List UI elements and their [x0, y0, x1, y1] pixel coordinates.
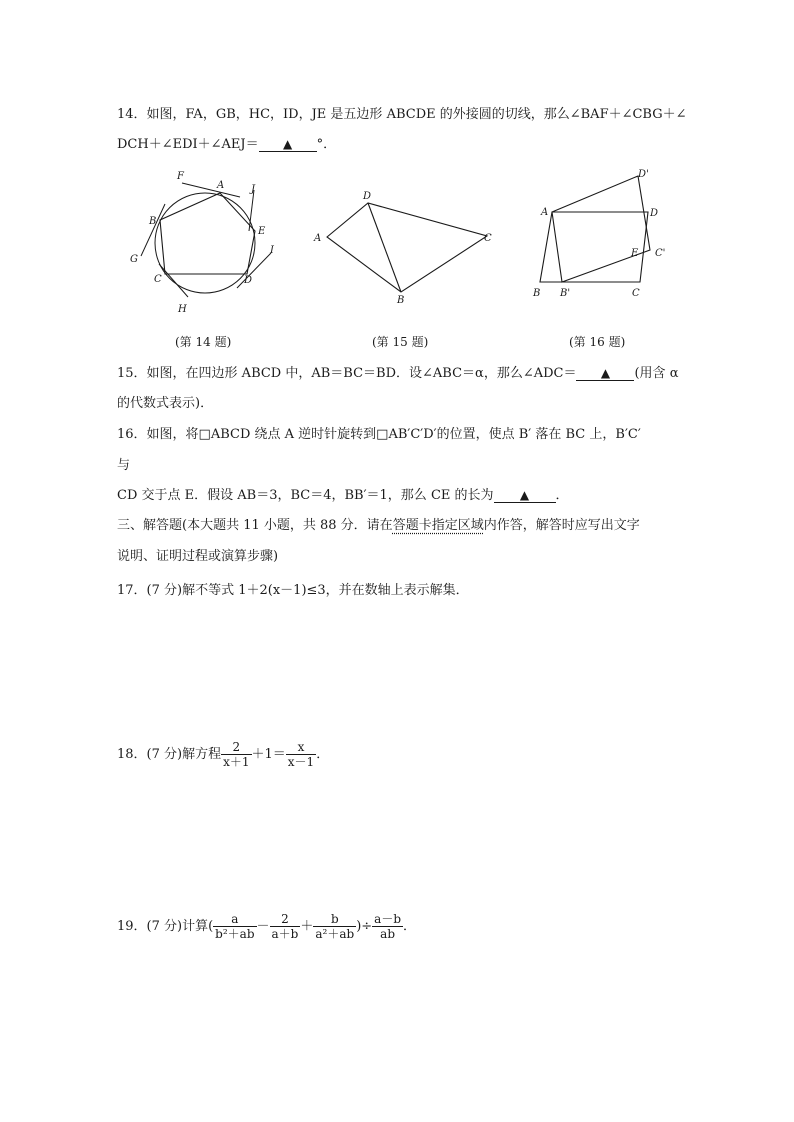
caption-fig15: (第 15 题)	[372, 335, 429, 349]
caption-fig14: (第 14 题)	[175, 335, 232, 349]
section3-line2: 说明、证明过程或演算步骤)	[117, 549, 279, 564]
q19-fraction-4	[372, 912, 403, 941]
q16-line3	[117, 487, 569, 505]
q19-frac2-denominator: a＋b	[271, 927, 299, 941]
circumcircle	[155, 193, 255, 293]
label-e: E	[631, 248, 639, 259]
label-a: A	[217, 180, 225, 191]
figure-15-svg	[310, 184, 500, 309]
q18-frac1-numerator: 2	[221, 740, 251, 755]
q16-line2: 与	[117, 458, 131, 473]
section3-line1-b: 内作答，解答时应写出文字	[483, 518, 640, 533]
q14-line2	[117, 136, 336, 154]
q16-answer-blank[interactable]: ▲	[494, 488, 556, 503]
caption-fig16: (第 16 题)	[569, 335, 626, 349]
q14-line2-suffix: °．	[316, 137, 337, 152]
q19-op1: －	[256, 919, 270, 934]
q19-fraction-2	[270, 912, 301, 941]
figure-15	[310, 184, 500, 313]
label-c-prime: C'	[655, 248, 666, 259]
label-b: B	[149, 216, 157, 227]
label-d: D	[363, 191, 372, 202]
q19-frac1-denominator: b²＋ab	[215, 927, 255, 941]
parallelogram-abcd	[540, 212, 648, 282]
q16-line1: 16．如图，将□ABCD 绕点 A 逆时针旋转到□AB′C′D′的位置，使点 B′ 落在 BC 上，B′C′	[117, 427, 641, 442]
q15-answer-blank[interactable]: ▲	[576, 366, 634, 381]
parallelogram-ab-c-d-prime	[552, 176, 650, 282]
q19-suffix: ．	[403, 919, 417, 934]
q14-line1: 14．如图，FA，GB，HC，ID，JE 是五边形 ABCDE 的外接圆的切线，那么∠BAF＋∠CBG＋∠	[117, 107, 687, 122]
q17-text: 17．(7 分)解不等式 1＋2(x－1)≤3，并在数轴上表示解集．	[117, 583, 469, 598]
q19-prefix: 19．(7 分)计算(	[117, 919, 214, 934]
q19-frac3-denominator: a²＋ab	[315, 927, 355, 941]
q18-suffix: ．	[316, 747, 330, 762]
section3-line1-a: 三、解答题(本大题共 11 小题，共 88 分．请在	[117, 518, 393, 533]
q15-line1-prefix: 15．如图，在四边形 ABCD 中，AB＝BC＝BD．设∠ABC＝α，那么∠ADC＝	[117, 366, 577, 381]
q19-frac3-numerator: b	[313, 912, 356, 927]
section3-line1	[117, 517, 640, 535]
label-i: I	[270, 245, 274, 256]
q18-fraction-2	[286, 740, 316, 769]
label-f: F	[177, 171, 184, 182]
q19-op3: )÷	[356, 919, 373, 934]
q19-fraction-3	[313, 912, 356, 941]
label-d: D	[650, 208, 659, 219]
label-b: B	[397, 295, 405, 306]
quadrilateral-abcd	[327, 203, 487, 292]
figure-14-svg	[125, 164, 285, 319]
q18-equation	[117, 738, 329, 772]
figure-14	[125, 164, 285, 323]
section3-line1-emphasis: 答题卡指定区域	[392, 518, 484, 533]
label-b: B	[533, 288, 541, 299]
q19-frac4-numerator: a－b	[374, 912, 402, 926]
label-g: G	[130, 254, 138, 265]
tangent-hc	[159, 264, 188, 297]
q14-answer-blank[interactable]: ▲	[259, 137, 317, 152]
q15-line1-suffix: (用含 α	[634, 366, 679, 381]
tangent-id	[237, 253, 271, 288]
label-b-prime: B'	[560, 288, 571, 299]
label-c: C	[484, 233, 492, 244]
q19-frac1-numerator: a	[213, 912, 256, 927]
q16-line3-suffix: ．	[555, 488, 569, 503]
q14-line2-prefix: DCH＋∠EDI＋∠AEJ＝	[117, 137, 259, 152]
figure-16-svg	[528, 166, 678, 301]
q16-line3-prefix: CD 交于点 E．假设 AB＝3，BC＝4，BB′＝1，那么 CE 的长为	[117, 488, 494, 503]
pentagon-abcde	[160, 193, 255, 274]
q18-fraction-1	[221, 740, 251, 769]
label-a: A	[541, 207, 549, 218]
q19-fraction-1	[213, 912, 256, 941]
label-c: C	[154, 274, 162, 285]
q19-expression	[117, 910, 416, 944]
diagonal-bd	[368, 203, 401, 292]
label-j: J	[251, 184, 256, 195]
q19-frac2-numerator: 2	[270, 912, 301, 927]
label-d-prime: D'	[638, 169, 649, 180]
label-a: A	[314, 233, 322, 244]
q18-middle: ＋1＝	[251, 747, 286, 762]
label-h: H	[178, 304, 187, 315]
q18-frac2-denominator: x－1	[287, 755, 315, 769]
figure-16	[528, 166, 678, 305]
label-c: C	[632, 288, 640, 299]
q19-frac4-denominator: ab	[380, 927, 396, 941]
q15-line1	[117, 365, 678, 383]
label-d: D	[244, 275, 253, 286]
label-e: E	[258, 226, 266, 237]
q15-line2: 的代数式表示)．	[117, 396, 214, 411]
q19-op2: ＋	[300, 919, 314, 934]
q18-prefix: 18．(7 分)解方程	[117, 747, 222, 762]
q18-frac1-denominator: x＋1	[223, 755, 250, 769]
q18-frac2-numerator: x	[286, 740, 316, 755]
